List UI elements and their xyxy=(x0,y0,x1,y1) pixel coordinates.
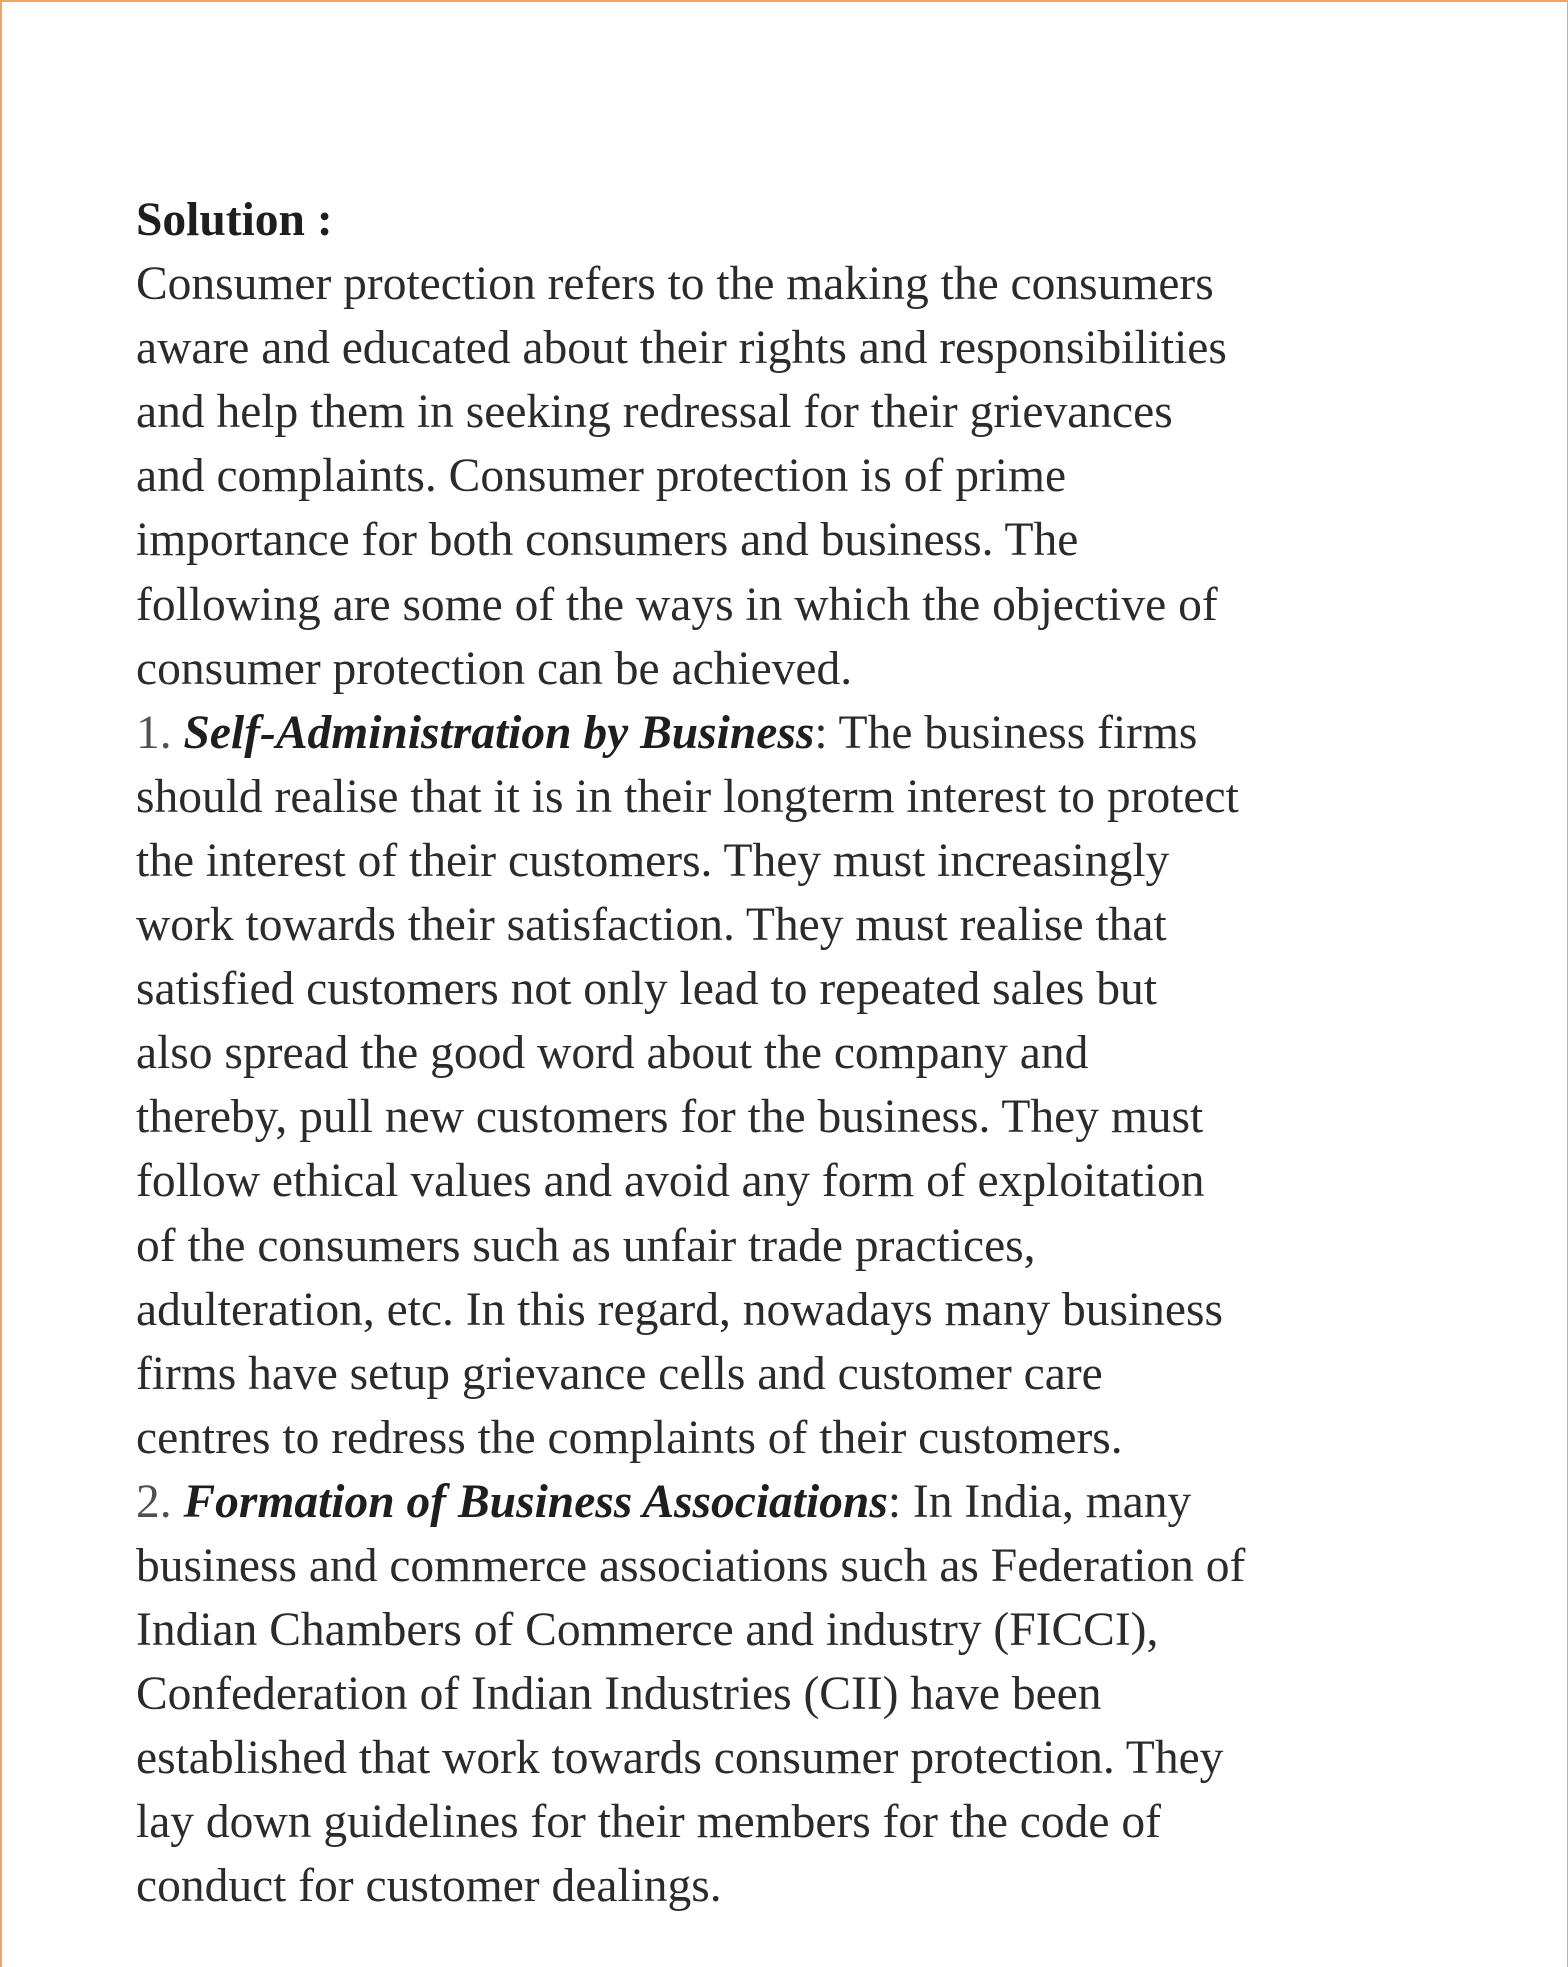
point-line: the interest of their customers. They must increasingly xyxy=(136,834,1170,887)
point-number: 2. xyxy=(136,1475,184,1528)
intro-line: aware and educated about their rights and responsibilities xyxy=(136,322,1227,375)
point-line: work towards their satisfaction. They must realise that xyxy=(136,899,1167,952)
intro-line: Consumer protection refers to the making the consumers xyxy=(136,258,1214,311)
point-line: follow ethical values and avoid any form of exploitation xyxy=(136,1155,1205,1208)
intro-line: importance for both consumers and business. The xyxy=(136,514,1079,567)
point-line: centres to redress the complaints of their customers. xyxy=(136,1411,1123,1464)
point-line: adulteration, etc. In this regard, nowadays many business xyxy=(136,1283,1223,1336)
point-line: conduct for customer dealings. xyxy=(136,1860,722,1913)
point-line: lay down guidelines for their members for the code of xyxy=(136,1796,1161,1849)
point-line: established that work towards consumer protection. They xyxy=(136,1732,1224,1785)
point-line: Confederation of Indian Industries (CII) have been xyxy=(136,1668,1102,1721)
point-business-associations xyxy=(136,1470,1456,1919)
point-line: of the consumers such as unfair trade practices, xyxy=(136,1219,1036,1272)
point-self-administration xyxy=(136,701,1456,1470)
point-line: should realise that it is in their longterm interest to protect xyxy=(136,770,1239,823)
point-line: also spread the good word about the company and xyxy=(136,1027,1089,1080)
intro-line: and complaints. Consumer protection is of prime xyxy=(136,450,1067,503)
point-line: satisfied customers not only lead to repeated sales but xyxy=(136,963,1157,1016)
point-number: 1. xyxy=(136,706,184,759)
point-first-line-text: : The business firms xyxy=(814,706,1198,759)
solution-content xyxy=(136,188,1456,1919)
point-title: Formation of Business Associations xyxy=(183,1475,888,1528)
point-first-line xyxy=(136,1470,1456,1534)
point-line: firms have setup grievance cells and customer care xyxy=(136,1347,1103,1400)
intro-line: consumer protection can be achieved. xyxy=(136,642,853,695)
point-first-line xyxy=(136,701,1456,765)
intro-line: and help them in seeking redressal for their grievances xyxy=(136,386,1173,439)
point-line: thereby, pull new customers for the business. They must xyxy=(136,1091,1204,1144)
point-title: Self-Administration by Business xyxy=(183,706,815,759)
point-line: Indian Chambers of Commerce and industry (FICCI), xyxy=(136,1604,1159,1657)
solution-heading: Solution : xyxy=(136,194,333,246)
intro-line: following are some of the ways in which the objective of xyxy=(136,578,1218,631)
point-line: business and commerce associations such as Federation of xyxy=(136,1539,1246,1592)
point-first-line-text: : In India, many xyxy=(887,1475,1192,1528)
intro-paragraph xyxy=(136,252,1456,701)
